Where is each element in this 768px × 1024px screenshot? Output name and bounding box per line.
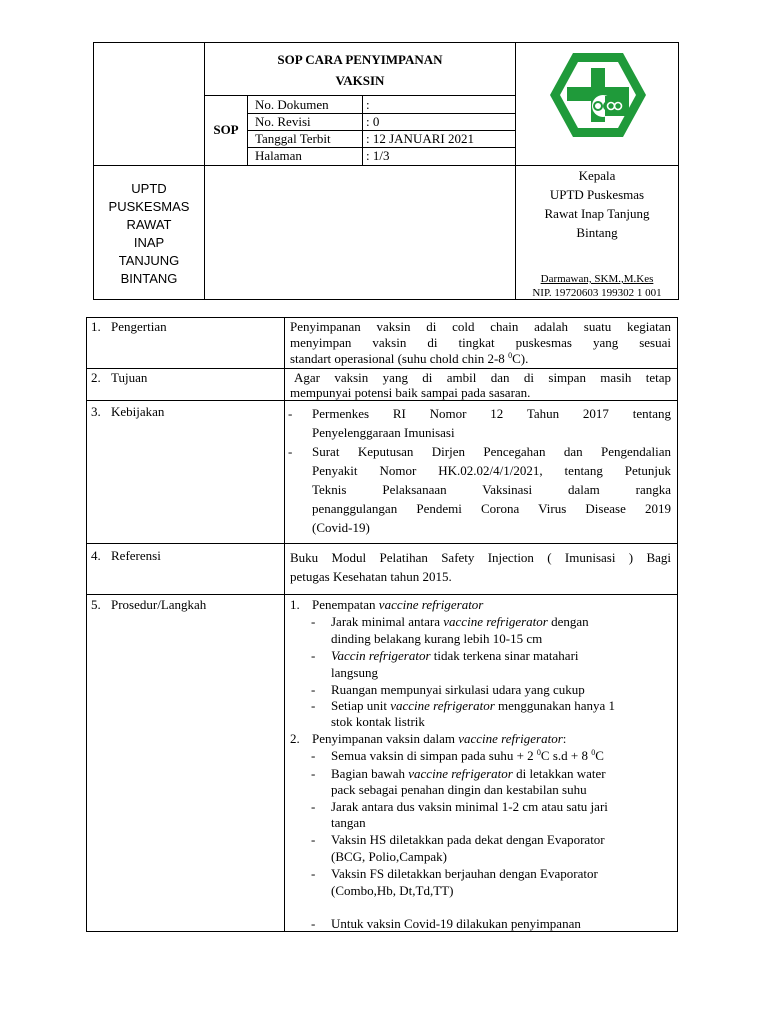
reference-line: Buku Modul Pelatihan Safety Injection ( Imunisasi ) Bagi (290, 550, 671, 565)
definition-line: menyimpan vaksin di tingkat puskesmas yang sesuai (290, 335, 671, 350)
policy-line: Penyelenggaraan Imunisasi (312, 425, 455, 440)
approval-line: Bintang (576, 225, 618, 240)
step-bullet: - (311, 799, 316, 814)
step-bullet: - (311, 698, 316, 713)
row-number: 3. (91, 404, 101, 419)
org-line: PUSKESMAS (108, 199, 190, 214)
step-item: Vaksin FS diletakkan berjauhan dengan Evaporator (331, 866, 598, 881)
step-item: Setiap unit vaccine refrigerator menggunakan hanya 1 (331, 698, 616, 713)
step-item: Jarak minimal antara vaccine refrigerator dengan (331, 614, 589, 629)
step-item: langsung (331, 665, 378, 680)
step-number: 2. (290, 731, 300, 746)
meta-value-no-dokumen: : (366, 97, 370, 112)
step-item: Jarak antara dus vaksin minimal 1-2 cm atau satu jari (331, 799, 608, 814)
policy-line: Teknis Pelaksanaan Vaksinasi dalam rangka (312, 482, 671, 497)
step-bullet: - (311, 866, 316, 881)
policy-line: Surat Keputusan Dirjen Pencegahan dan Pengendalian (312, 444, 671, 459)
step-item: (BCG, Polio,Campak) (331, 849, 447, 864)
step-bullet: - (311, 648, 316, 663)
step-bullet: - (311, 682, 316, 697)
purpose-line: mempunyai potensi baik sampai pada sasaran. (290, 385, 531, 400)
row-number: 1. (91, 319, 101, 334)
org-line: UPTD (131, 181, 167, 196)
step-bullet: - (311, 614, 316, 629)
row-number: 2. (91, 370, 101, 385)
step-item: stok kontak listrik (331, 714, 425, 729)
org-line: TANJUNG (118, 253, 180, 268)
signer-nip: NIP. 19720603 199302 1 001 (532, 287, 662, 299)
step-item: Ruangan mempunyai sirkulasi udara yang cukup (331, 682, 585, 697)
step-item: pack sebagai penahan dingin dan kestabilan suhu (331, 782, 587, 797)
step-item: (Combo,Hb, Dt,Td,TT) (331, 883, 454, 898)
step-bullet: - (311, 748, 316, 763)
step-bullet: - (311, 766, 316, 781)
row-number: 4. (91, 548, 101, 563)
meta-label-no-dokumen: No. Dokumen (255, 97, 329, 112)
meta-value-tanggal-terbit: : 12 JANUARI 2021 (366, 131, 474, 146)
policy-bullet: - (288, 406, 293, 421)
step-heading: Penyimpanan vaksin dalam vaccine refrigerator: (312, 731, 567, 746)
signer-name: Darmawan, SKM.,M.Kes (540, 273, 654, 285)
meta-value-no-revisi: : 0 (366, 114, 380, 129)
definition-line: standart operasional (suhu chold chin 2-8 $^0$C). (290, 351, 529, 366)
meta-label-tanggal-terbit: Tanggal Terbit (255, 131, 331, 146)
row-label: Kebijakan (111, 404, 165, 419)
step-bullet: - (311, 916, 316, 931)
sop-label: SOP (213, 122, 239, 137)
row-label: Pengertian (111, 319, 167, 334)
doc-title-line1: SOP CARA PENYIMPANAN (277, 52, 443, 67)
step-item: tangan (331, 815, 366, 830)
puskesmas-logo (547, 50, 649, 140)
step-bullet: - (311, 832, 316, 847)
step-item: dinding belakang kurang lebih 10-15 cm (331, 631, 543, 646)
step-item: Vaccin refrigerator tidak terkena sinar matahari (331, 648, 579, 663)
approval-line: Kepala (578, 168, 616, 183)
meta-label-halaman: Halaman (255, 148, 302, 163)
step-item: Untuk vaksin Covid-19 dilakukan penyimpanan (331, 916, 581, 931)
meta-label-no-revisi: No. Revisi (255, 114, 311, 129)
policy-line: penanggulangan Pendemi Corona Virus Disease 2019 (312, 501, 671, 516)
purpose-line: Agar vaksin yang di ambil dan di simpan masih tetap (294, 370, 671, 385)
step-number: 1. (290, 597, 300, 612)
doc-title-line2: VAKSIN (335, 73, 385, 88)
row-label: Prosedur/Langkah (111, 597, 207, 612)
approval-line: Rawat Inap Tanjung (544, 206, 650, 221)
step-item: Bagian bawah vaccine refrigerator di letakkan water (331, 766, 606, 781)
policy-line: Permenkes RI Nomor 12 Tahun 2017 tentang (312, 406, 671, 421)
org-line: RAWAT (126, 217, 172, 232)
reference-line: petugas Kesehatan tahun 2015. (290, 569, 452, 584)
row-number: 5. (91, 597, 101, 612)
policy-line: (Covid-19) (312, 520, 370, 535)
row-label: Tujuan (111, 370, 148, 385)
approval-line: UPTD Puskesmas (549, 187, 645, 202)
step-item: Vaksin HS diletakkan pada dekat dengan Evaporator (331, 832, 605, 847)
row-label: Referensi (111, 548, 161, 563)
definition-line: Penyimpanan vaksin di cold chain adalah suatu kegiatan (290, 319, 671, 334)
policy-line: Penyakit Nomor HK.02.02/4/1/2021, tentang Petunjuk (312, 463, 671, 478)
org-line: BINTANG (120, 271, 178, 286)
policy-bullet: - (288, 444, 293, 459)
step-heading: Penempatan vaccine refrigerator (312, 597, 484, 612)
meta-value-halaman: : 1/3 (366, 148, 390, 163)
step-item: Semua vaksin di simpan pada suhu + 2 $^0$C s.d + 8 $^0$C (331, 748, 604, 763)
org-line: INAP (133, 235, 165, 250)
